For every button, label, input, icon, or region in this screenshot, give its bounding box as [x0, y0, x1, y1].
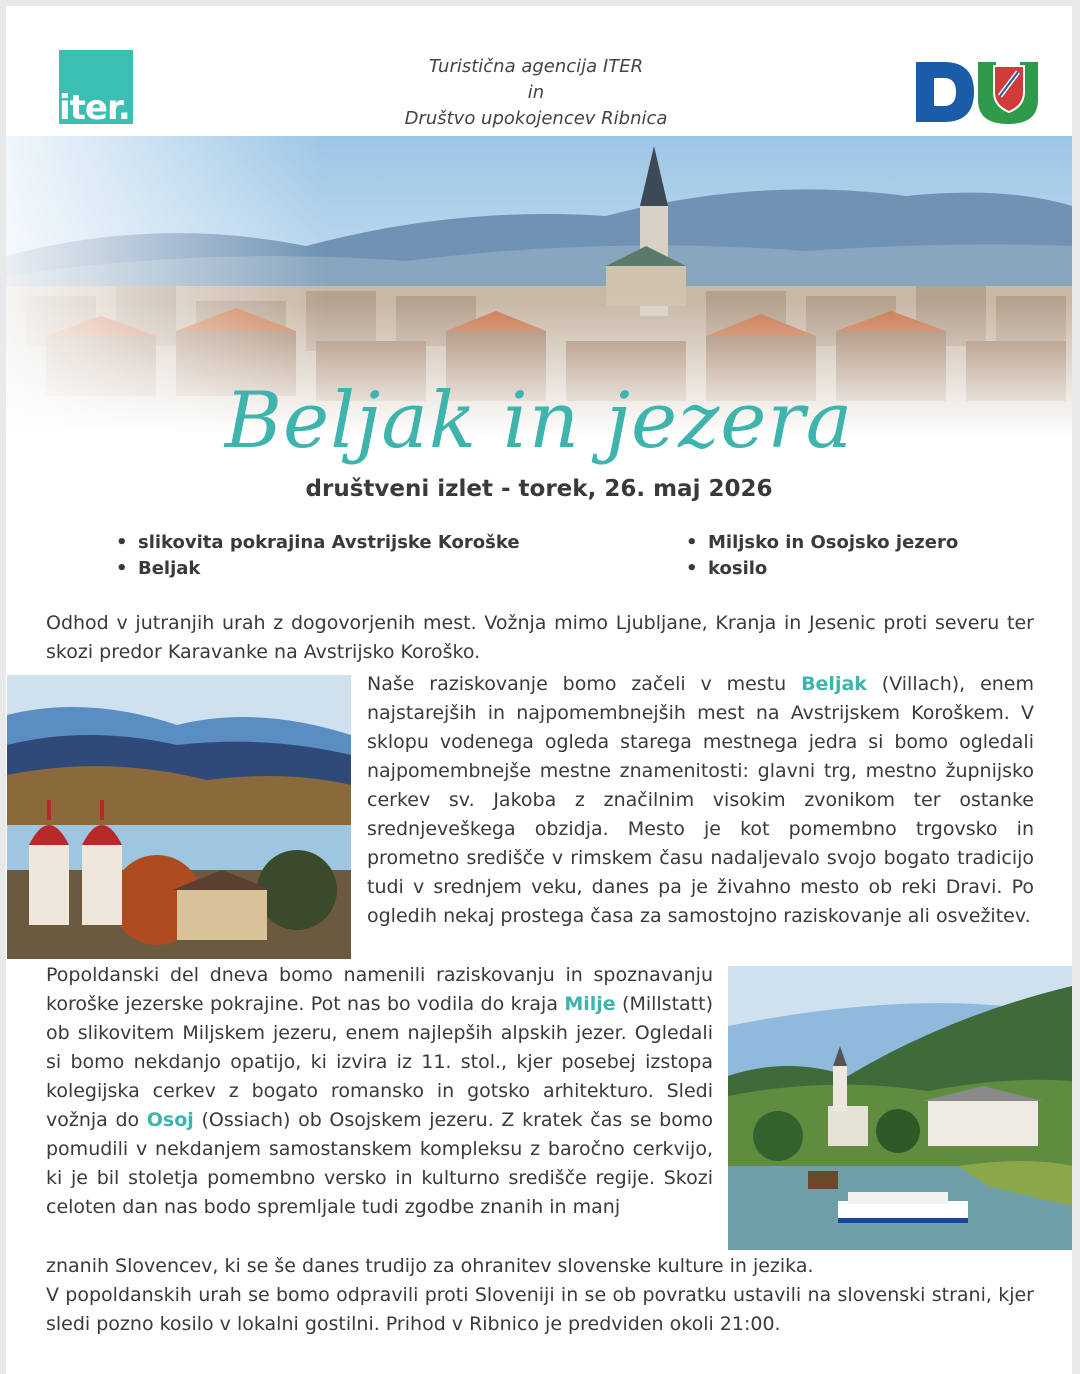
lakes-text-a: Popoldanski del dneva bomo namenili raziskovanju in spoznavanju koroške jezerske pokrajine. Pot nas bo vodila do kraja	[46, 964, 713, 1015]
list-item: • Miljsko in Osojsko jezero	[686, 530, 958, 556]
du-logo	[914, 56, 1044, 128]
highlights-list-right	[686, 530, 958, 582]
beljak-paragraph	[367, 670, 1034, 931]
header-line-1: Turistična agencija ITER	[428, 56, 644, 77]
header-text	[336, 54, 736, 132]
beljak-text-b: (Villach), enem najstarejših in najpomembnejših mest na Avstrijskem Koroškem. V sklopu vodenega ogleda starega mestnega jedra si bomo ogledali najpomembnejše mestne znamenitosti: glavni trg, mestno župnijsko cerkev sv. Jakoba z značilnim visokim zvonikom ter ostanke srednjeveškega obzidja. Mesto je kot pomembno trgovsko in prometno središče v rimskem času nadaljevalo svojo bogato tradicijo tudi v srednjem veku, danes pa je živahno mesto ob reki Dravi. Po ogledih nekaj prostega časa za samostojno raziskovanje ali osvežitev.	[367, 673, 1034, 927]
osoj-highlight: Osoj	[146, 1109, 194, 1131]
iter-logo-text: iter.	[59, 88, 130, 128]
beljak-highlight: Beljak	[801, 673, 867, 695]
flyer-page	[6, 6, 1072, 1374]
lakes-text-c: (Ossiach) ob Osojskem jezeru. Z kratek čas se bomo pomudili v nekdanjem samostanskem kompleksu z baročno cerkvijo, ki je bil stoletja pomembno versko in kulturno središče regije. Skozi celoten dan nas bodo spremljale tudi zgodbe znanih in manj	[46, 1109, 713, 1218]
lake-church-photo	[7, 675, 351, 959]
list-item: • kosilo	[686, 556, 958, 582]
page-title: Beljak in jezera	[224, 376, 854, 466]
milje-highlight: Milje	[564, 993, 616, 1015]
list-item: • Beljak	[116, 556, 520, 582]
header-line-3: Društvo upokojencev Ribnica	[404, 108, 668, 129]
slovenci-paragraph: znanih Slovencev, ki se še danes trudijo za ohranitev slovenske kulture in jezika.	[46, 1255, 814, 1277]
ossiach-abbey-photo	[728, 966, 1072, 1250]
header-line-2: in	[527, 82, 545, 103]
page-subtitle: društveni izlet - torek, 26. maj 2026	[305, 476, 773, 502]
list-item: • slikovita pokrajina Avstrijske Koroške	[116, 530, 520, 556]
beljak-text-a: Naše raziskovanje bomo začeli v mestu	[367, 673, 802, 695]
return-paragraph: V popoldanskih urah se bomo odpravili proti Sloveniji in se ob povratku ustavili na slovenski strani, kjer sledi pozno kosilo v lokalni gostilni. Prihod v Ribnico je predviden okoli 21:00.	[46, 1284, 1034, 1335]
lakes-paragraph	[46, 961, 713, 1222]
highlights-list-left	[116, 530, 520, 582]
lakes-text-b: (Millstatt) ob slikovitem Miljskem jezeru, enem najlepših alpskih jezer. Ogledali si bomo nekdanjo opatijo, ki izvira iz 11. stol., kjer posebej izstopa kolegijska cerkev z bogato romansko in gotsko arhitekturo. Sledi vožnja do	[46, 993, 713, 1131]
iter-logo	[59, 50, 159, 130]
intro-paragraph: Odhod v jutranjih urah z dogovorjenih mest. Vožnja mimo Ljubljane, Kranja in Jesenic proti severu ter skozi predor Karavanke na Avstrijsko Koroško.	[46, 612, 1034, 663]
